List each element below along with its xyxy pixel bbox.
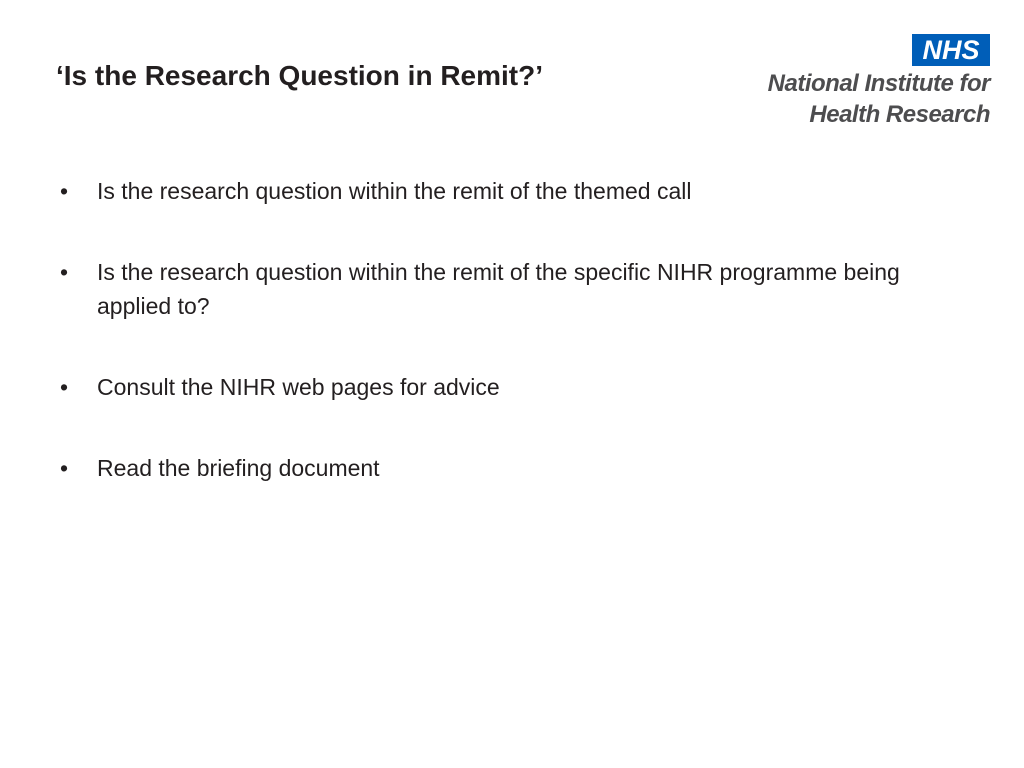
bullet-text: Consult the NIHR web pages for advice: [97, 374, 500, 400]
bullet-text: Is the research question within the remit of the specific NIHR programme being applied to?: [97, 259, 900, 319]
nhs-logo-badge: NHS: [912, 34, 990, 66]
bullet-item: [56, 174, 956, 208]
bullet-item: [56, 255, 956, 323]
bullet-text: Read the briefing document: [97, 455, 380, 481]
bullet-marker: •: [60, 178, 69, 204]
bullet-list: [56, 174, 956, 532]
bullet-item: [56, 451, 956, 485]
bullet-item: [56, 370, 956, 404]
slide-title: ‘Is the Research Question in Remit?’: [56, 60, 544, 91]
nihr-logo: [728, 34, 990, 128]
logo-text-line-1: National Institute for: [767, 70, 990, 97]
bullet-marker: •: [60, 374, 69, 400]
bullet-text: Is the research question within the remit of the themed call: [97, 178, 692, 204]
bullet-marker: •: [60, 259, 69, 285]
bullet-marker: •: [60, 455, 69, 481]
logo-text-line-2: Health Research: [809, 101, 990, 128]
